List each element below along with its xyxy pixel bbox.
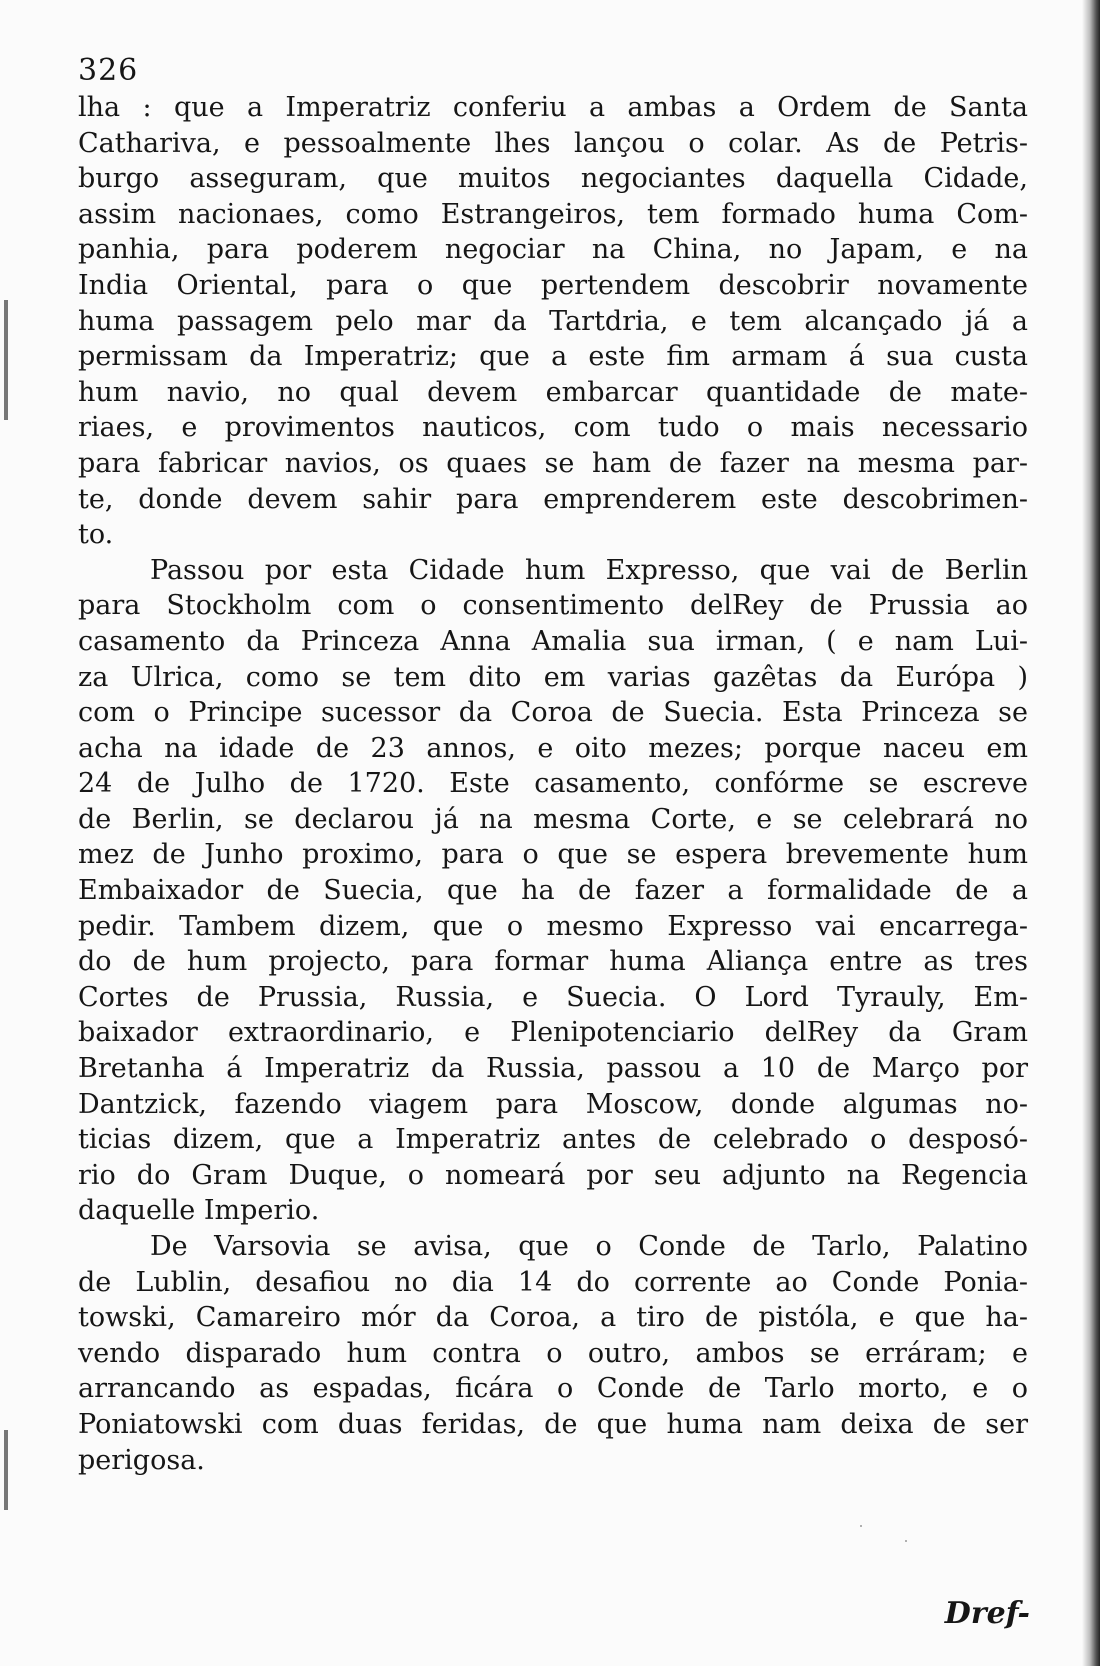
- text-line: te, donde devem sahir para emprenderem este descobrimen-: [78, 483, 1028, 515]
- text-line: rio do Gram Duque, o nomeará por seu adjunto na Regencia: [78, 1159, 1028, 1191]
- text-line: ticias dizem, que a Imperatriz antes de celebrado o desposó-: [78, 1124, 1028, 1156]
- ink-speck: [860, 1525, 862, 1527]
- text-line: Embaixador de Suecia, que ha de fazer a formalidade de a: [78, 875, 1028, 907]
- catchword: Dref-: [944, 1596, 1030, 1631]
- text-line: baixador extraordinario, e Plenipotenciario delRey da Gram: [78, 1017, 1028, 1049]
- text-line: mez de Junho proximo, para o que se espera brevemente hum: [78, 839, 1028, 871]
- text-line: permissam da Imperatriz; que a este fim armam á sua custa: [78, 341, 1028, 373]
- text-line: za Ulrica, como se tem dito em varias gazêtas da Európa ): [78, 661, 1028, 693]
- scan-margin-mark: [4, 300, 8, 420]
- text-line: casamento da Princeza Anna Amalia sua irman, ( e nam Lui-: [78, 625, 1028, 657]
- text-line: lha : que a Imperatriz conferiu a ambas a Ordem de Santa: [78, 92, 1028, 123]
- text-line: para fabricar navios, os quaes se ham de fazer na mesma par-: [78, 447, 1028, 479]
- text-line: perigosa.: [78, 1444, 205, 1476]
- text-line: de Lublin, desafiou no dia 14 do corrente ao Conde Ponia-: [78, 1266, 1028, 1298]
- text-line: acha na idade de 23 annos, e oito mezes; porque naceu em: [78, 732, 1028, 764]
- page-number: 326: [78, 53, 139, 88]
- scan-margin-mark: [4, 1430, 8, 1510]
- text-line: Passou por esta Cidade hum Expresso, que vai de Berlin: [150, 554, 1028, 586]
- text-line: daquelle Imperio.: [78, 1195, 320, 1227]
- text-line: Bretanha á Imperatriz da Russia, passou a 10 de Março por: [78, 1053, 1028, 1085]
- text-line: riaes, e provimentos nauticos, com tudo o mais necessario: [78, 412, 1028, 444]
- text-line: huma passagem pelo mar da Tartdria, e tem alcançado já a: [78, 305, 1028, 337]
- text-line: towski, Camareiro mór da Coroa, a tiro de pistóla, e que ha-: [78, 1302, 1028, 1334]
- text-line: De Varsovia se avisa, que o Conde de Tarlo, Palatino: [150, 1231, 1028, 1262]
- text-line: de Berlin, se declarou já na mesma Corte, e se celebrará no: [78, 803, 1028, 835]
- ink-speck: [905, 1540, 907, 1542]
- text-line: para Stockholm com o consentimento delRey de Prussia ao: [78, 590, 1028, 622]
- text-line: vendo disparado hum contra o outro, ambos se erráram; e: [78, 1337, 1028, 1369]
- text-line: assim nacionaes, como Estrangeiros, tem formado huma Com-: [78, 198, 1028, 230]
- text-line: Dantzick, fazendo viagem para Moscow, donde algumas no-: [78, 1088, 1028, 1120]
- text-line: Cortes de Prussia, Russia, e Suecia. O Lord Tyrauly, Em-: [78, 981, 1028, 1013]
- text-line: hum navio, no qual devem embarcar quantidade de mate-: [78, 376, 1028, 408]
- text-line: com o Principe sucessor da Coroa de Suecia. Esta Princeza se: [78, 697, 1028, 729]
- text-line: to.: [78, 519, 114, 551]
- page-edge-shadow: [1082, 0, 1100, 1666]
- text-line: burgo asseguram, que muitos negociantes daquella Cidade,: [78, 163, 1028, 195]
- text-line: panhia, para poderem negociar na China, no Japam, e na: [78, 234, 1028, 266]
- body-text: [78, 90, 1028, 1478]
- text-line: pedir. Tambem dizem, que o mesmo Expresso vai encarrega-: [78, 910, 1028, 942]
- text-line: Poniatowski com duas feridas, de que huma nam deixa de ser: [78, 1408, 1028, 1440]
- text-line: Cathariva, e pessoalmente lhes lançou o colar. As de Petris-: [78, 127, 1028, 159]
- text-line: arrancando as espadas, ficára o Conde de Tarlo morto, e o: [78, 1373, 1028, 1405]
- text-line: do de hum projecto, para formar huma Aliança entre as tres: [78, 946, 1028, 978]
- text-line: 24 de Julho de 1720. Este casamento, confórme se escreve: [78, 768, 1028, 800]
- text-line: India Oriental, para o que pertendem descobrir novamente: [78, 269, 1028, 301]
